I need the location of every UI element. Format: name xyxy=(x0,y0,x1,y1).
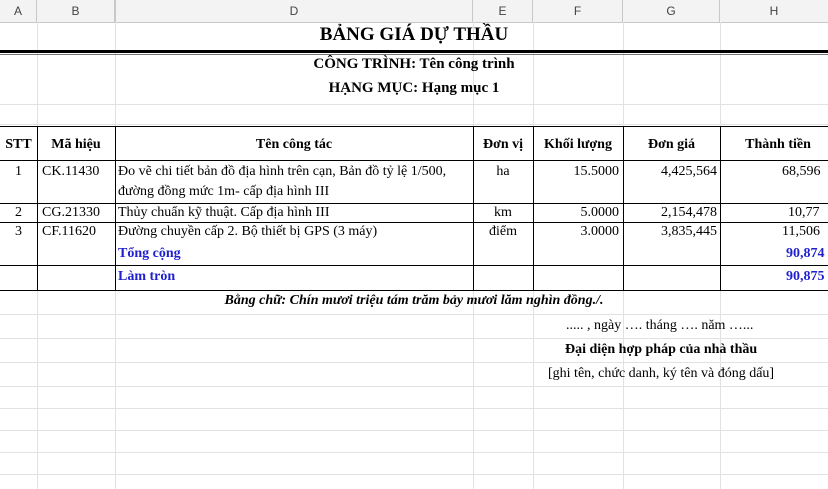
amount-in-words[interactable]: Bằng chữ: Chín mươi triệu tám trăm bảy mươi lăm nghìn đồng./. xyxy=(224,293,604,308)
column-header-e[interactable]: E xyxy=(473,0,533,22)
header-code: Mã hiệu xyxy=(51,137,101,152)
header-price: Đơn giá xyxy=(647,137,696,152)
header-unit: Đơn vị xyxy=(482,137,524,152)
row2-unit[interactable]: km xyxy=(494,205,512,220)
row2-name[interactable]: Thủy chuẩn kỹ thuật. Cấp địa hình III xyxy=(118,205,330,220)
signer-title[interactable]: Đại diện hợp pháp của nhà thầu xyxy=(565,342,758,357)
row1-name-line1[interactable]: Đo vẽ chi tiết bản đồ địa hình trên cạn, Bản đồ tỷ lệ 1/500, xyxy=(118,164,447,179)
row1-stt[interactable]: 1 xyxy=(15,164,22,179)
row3-qty[interactable]: 3.0000 xyxy=(580,224,619,239)
column-header-g[interactable]: G xyxy=(623,0,720,22)
row1-qty[interactable]: 15.5000 xyxy=(573,164,619,179)
subtotal-label[interactable]: Tổng cộng xyxy=(118,246,181,261)
row2-price[interactable]: 2,154,478 xyxy=(661,205,717,220)
row1-code[interactable]: CK.11430 xyxy=(42,164,100,179)
column-header-d[interactable]: D xyxy=(116,0,473,22)
header-name: Tên công tác xyxy=(255,137,333,152)
row1-name-line2: đường đồng mức 1m- cấp địa hình III xyxy=(118,184,330,199)
sheet-title: BẢNG GIÁ DỰ THẦU xyxy=(319,24,509,45)
row3-name[interactable]: Đường chuyền cấp 2. Bộ thiết bị GPS (3 máy) xyxy=(118,224,378,239)
spreadsheet-grid[interactable] xyxy=(0,22,828,489)
category-line: HẠNG MỤC: Hạng mục 1 xyxy=(328,80,500,96)
row3-unit[interactable]: điểm xyxy=(489,224,517,239)
header-total: Thành tiền xyxy=(745,137,811,152)
row2-qty[interactable]: 5.0000 xyxy=(580,205,619,220)
column-header-bar xyxy=(0,0,828,23)
column-header-b[interactable]: B xyxy=(37,0,115,22)
row3-total[interactable]: 11,506 xyxy=(782,224,820,239)
column-header-a[interactable]: A xyxy=(0,0,37,22)
column-header-h[interactable]: H xyxy=(769,4,779,18)
row1-price[interactable]: 4,425,564 xyxy=(661,164,717,179)
title-underline xyxy=(0,50,828,53)
row2-stt[interactable]: 2 xyxy=(15,205,22,220)
row2-total[interactable]: 10,77 xyxy=(788,205,820,220)
header-stt: STT xyxy=(5,137,32,152)
header-qty: Khối lượng xyxy=(544,137,612,152)
row1-unit[interactable]: ha xyxy=(496,164,510,179)
signer-note[interactable]: [ghi tên, chức danh, ký tên và đóng dấu] xyxy=(548,366,775,381)
column-header-f[interactable]: F xyxy=(533,0,623,22)
subtotal-value[interactable]: 90,874 xyxy=(786,246,825,261)
rounded-value[interactable]: 90,875 xyxy=(786,269,825,284)
row3-stt[interactable]: 3 xyxy=(15,224,22,239)
row3-price[interactable]: 3,835,445 xyxy=(661,224,717,239)
date-line[interactable]: ..... , ngày …. tháng …. năm …... xyxy=(566,318,754,333)
row2-code[interactable]: CG.21330 xyxy=(42,205,100,220)
rounded-label[interactable]: Làm tròn xyxy=(118,269,176,284)
project-line: CÔNG TRÌNH: Tên công trình xyxy=(313,56,515,72)
row1-total[interactable]: 68,596 xyxy=(782,164,821,179)
row3-code[interactable]: CF.11620 xyxy=(42,224,96,239)
